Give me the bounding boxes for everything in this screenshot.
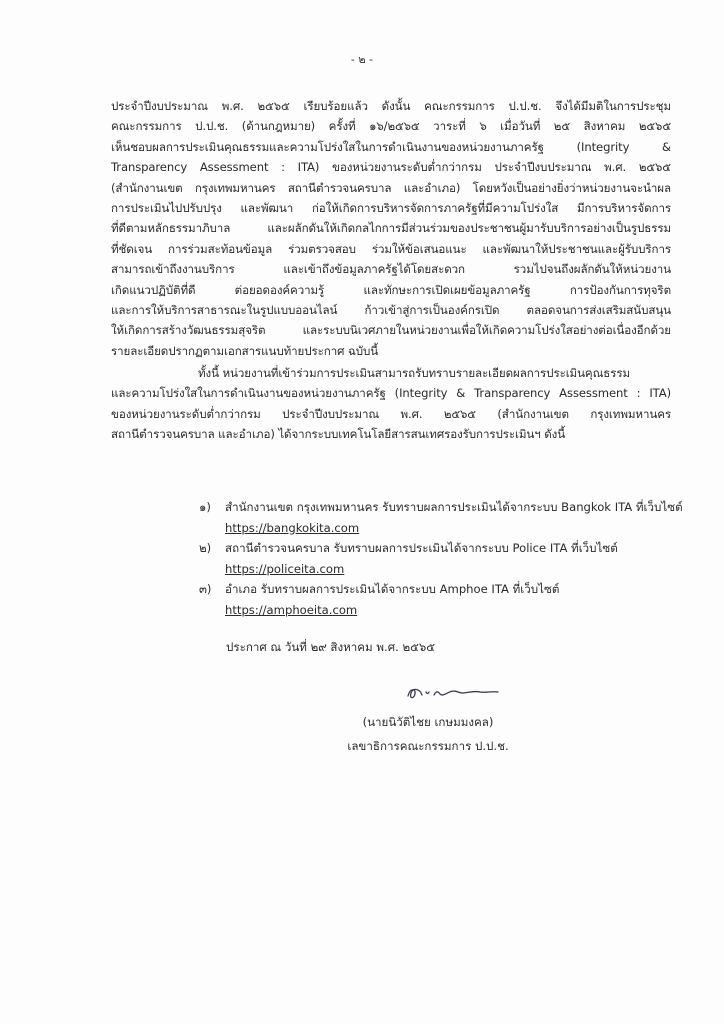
paragraph-line: เกิดแนวปฏิบัติที่ดี ต่อยอดองค์ความรู้ และทักษะการเปิดเผยข้อมูลภาครัฐ การป้องกันการทุจริต <box>111 282 671 297</box>
paragraph-2 <box>111 363 671 445</box>
list-item-text: อำเภอ รับทราบผลการประเมินได้จากระบบ Amphoe ITA ที่เว็บไซต์ <box>225 582 560 596</box>
bangkokita-link[interactable]: https://bangkokita.com <box>225 520 360 535</box>
signer-title: เลขาธิการคณะกรรมการ ป.ป.ช. <box>347 739 509 753</box>
paragraph-line: ทั้งนี้ หน่วยงานที่เข้าร่วมการประเมินสามารถรับทราบรายละเอียดผลการประเมินคุณธรรม <box>198 366 631 381</box>
paragraph-line: สามารถเข้าถึงงานบริการ และเข้าถึงข้อมูลภาครัฐได้โดยสะดวก รวมไปจนถึงผลักดันให้หน่วยงาน <box>111 262 671 277</box>
paragraph-line: และความโปร่งใสในการดำเนินงานของหน่วยงานภาครัฐ (Integrity & Transparency Assessment : ITA) <box>111 386 671 401</box>
signer-name: (นายนิวัติไชย เกษมมงคล) <box>362 715 494 729</box>
announcement-date: ประกาศ ณ วันที่ ๒๙ สิงหาคม พ.ศ. ๒๕๖๕ <box>226 640 435 654</box>
list-item-text: สำนักงานเขต กรุงเทพมหานคร รับทราบผลการประเมินได้จากระบบ Bangkok ITA ที่เว็บไซต์ <box>225 500 683 514</box>
list-item-number: ๒) <box>199 541 212 555</box>
list-item-bangkok <box>199 497 683 538</box>
list-item-text: สถานีตำรวจนครบาล รับทราบผลการประเมินได้จากระบบ Police ITA ที่เว็บไซต์ <box>225 541 618 555</box>
paragraph-line: สถานีตำรวจนครบาล และอำเภอ) ได้จากระบบเทคโนโลยีสารสนเทศรองรับการประเมินฯ ดังนี้ <box>111 427 566 442</box>
signature-image <box>400 680 520 704</box>
paragraph-line: Transparency Assessment : ITA) ของหน่วยงานระดับต่ำกว่ากรม ประจำปีงบประมาณ พ.ศ. ๒๕๖๕ <box>111 160 671 175</box>
policeita-link[interactable]: https://policeita.com <box>225 561 345 576</box>
paragraph-line: เห็นชอบผลการประเมินคุณธรรมและความโปร่งใสในการดำเนินงานของหน่วยงานภาครัฐ (Integrity & <box>111 139 671 154</box>
page-number: - ๒ - <box>350 53 374 66</box>
paragraph-line: ให้เกิดการสร้างวัฒนธรรมสุจริต และระบบนิเวศภายในหน่วยงานเพื่อให้เกิดความโปร่งใสอย่างต่อเนื่องอีกด้วย <box>111 323 671 338</box>
paragraph-line: (สำนักงานเขต กรุงเทพมหานคร สถานีตำรวจนครบาล และอำเภอ) โดยหวังเป็นอย่างยิ่งว่าหน่วยงานจะนำผล <box>111 180 671 195</box>
paragraph-line: ที่ดีตามหลักธรรมาภิบาล และผลักดันให้เกิดกลไกการมีส่วนร่วมของประชาชนผู้มารับบริการอย่างเป็นรูปธรรม <box>111 221 671 236</box>
body-text <box>111 96 671 445</box>
list-item-number: ๓) <box>199 582 212 596</box>
paragraph-line: ของหน่วยงานระดับต่ำกว่ากรม ประจำปีงบประมาณ พ.ศ. ๒๕๖๕ (สำนักงานเขต กรุงเทพมหานคร <box>111 406 671 421</box>
paragraph-line: และการให้บริการสาธารณะในรูปแบบออนไลน์ ก้าวเข้าสู่การเป็นองค์กรเปิด ตลอดจนการส่งเสริมสนับสนุน <box>111 302 671 317</box>
list-item-amphoe <box>199 579 679 620</box>
paragraph-1 <box>111 96 671 361</box>
list-item-number: ๑) <box>199 500 211 514</box>
paragraph-line: การประเมินไปปรับปรุง และพัฒนา ก่อให้เกิดการบริหารจัดการภาครัฐที่มีความโปร่งใส มีการบริหารจัดการ <box>111 200 671 215</box>
paragraph-line: ที่ชัดเจน การร่วมสะท้อนข้อมูล ร่วมตรวจสอบ ร่วมให้ข้อเสนอแนะ และพัฒนาให้ประชาชนและผู้รับบริการ <box>111 241 671 256</box>
amphoeita-link[interactable]: https://amphoeita.com <box>225 602 358 617</box>
paragraph-line: ประจำปีงบประมาณ พ.ศ. ๒๕๖๕ เรียบร้อยแล้ว ดังนั้น คณะกรรมการ ป.ป.ช. จึงได้มีมติในการประชุม <box>111 99 671 113</box>
paragraph-line: คณะกรรมการ ป.ป.ช. (ด้านกฎหมาย) ครั้งที่ ๑๖/๒๕๖๕ วาระที่ ๖ เมื่อวันที่ ๒๕ สิงหาคม ๒๕๖๕ <box>111 119 671 134</box>
evaluation-site-list <box>199 497 683 620</box>
paragraph-line: รายละเอียดปรากฏตามเอกสารแนบท้ายประกาศ ฉบับนี้ <box>111 343 379 358</box>
list-item-police <box>199 538 679 579</box>
